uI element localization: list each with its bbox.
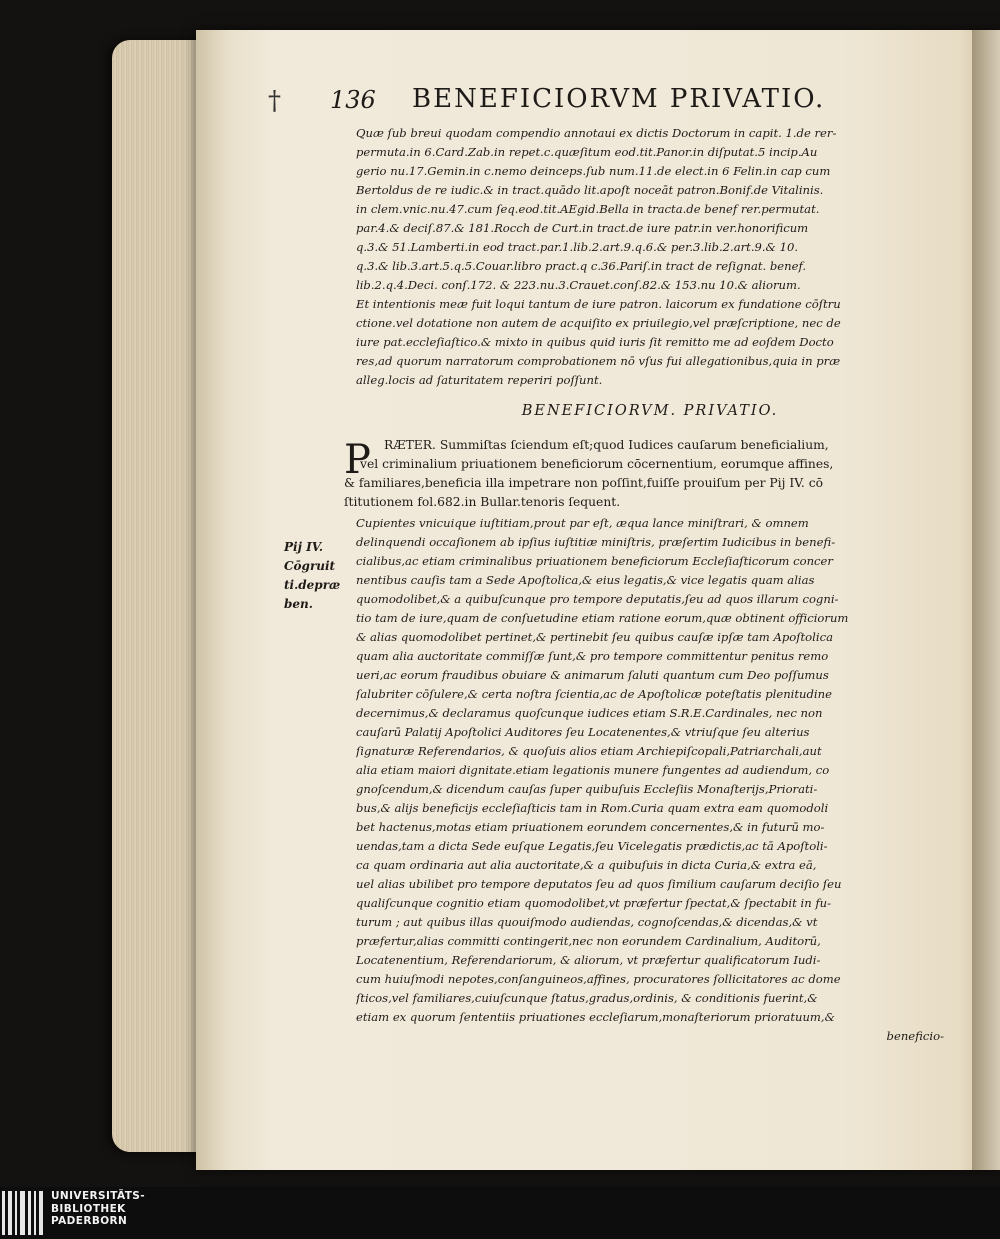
text-line: RÆTER. Summiſtas ſciendum eſt;quod Iudices cauſarum beneficialium, [384, 438, 829, 452]
text-line: lib.2.q.4.Deci. conſ.172. & 223.nu.3.Crauet.conſ.82.& 153.nu 10.& aliorum. [356, 278, 801, 292]
text-line: bet hactenus,motas etiam priuationem eorundem concernentes,& in futurū mo- [356, 820, 825, 834]
text-line: alia etiam maiori dignitate.etiam legationis munere fungentes ad audiendum, co [356, 763, 830, 777]
text-line: & familiares,beneficia illa impetrare non poſſint,fuiſſe prouiſum per Pij IV. cō [344, 476, 824, 490]
text-line: qualiſcunque cognitio etiam quomodolibet,vt præfertur ſpectat,& ſpectabit in fu- [356, 896, 832, 910]
text-line: ſignaturæ Referendarios, & quoſuis alios etiam Archiepiſcopali,Patriarchali,aut [356, 744, 822, 758]
roman-paragraph [344, 436, 944, 512]
section-title: BENEFICIORVM. PRIVATIO. [521, 403, 779, 419]
book-fore-edge [112, 40, 204, 1152]
text-line: ſalubriter cōſulere,& certa noſtra ſcientia,ac de Apoſtolicæ poteſtatis plenitudine [356, 687, 832, 701]
logo-line: PADERBORN [51, 1215, 128, 1227]
text-line: gnoſcendum,& dicendum cauſas ſuper quibuſuis Eccleſiis Monaſterijs,Priorati- [356, 782, 818, 796]
text-line: bus,& alijs beneficijs eccleſiaſticis tam in Rom.Curia quam extra eam quomodoli [356, 801, 829, 815]
text-line: in clem.vnic.nu.47.cum ſeq.eod.tit.AEgid.Bella in tracta.de benef rer.permutat. [356, 202, 820, 216]
page-number: 136 [330, 86, 376, 114]
text-line: decernimus,& declaramus quoſcunque iudices etiam S.R.E.Cardinales, nec non [356, 706, 823, 720]
text-line: præfertur,alias committi contingerit,nec non eorundem Cardinalium, Auditorū, [356, 934, 821, 948]
marginal-note-line: ti.depræ [284, 578, 341, 592]
text-line: ctione.vel dotatione non autem de acquiſito ex priuilegio,vel præſcriptione, nec de [356, 316, 841, 330]
text-line: par.4.& deciſ.87.& 181.Rocch de Curt.in tract.de iure patr.in ver.honorificum [356, 221, 809, 235]
margin-dagger-mark: † [268, 86, 281, 116]
text-line: & alias quomodolibet pertinet,& pertinebit ſeu quibus cauſæ ipſæ tam Apoſtolica [356, 630, 833, 644]
text-line: Quæ ſub breui quodam compendio annotaui ex dictis Doctorum in capit. 1.de rer- [356, 126, 837, 140]
text-line: q.3.& 51.Lamberti.in eod tract.par.1.lib.2.art.9.q.6.& per.3.lib.2.art.9.& 10. [356, 240, 799, 254]
library-barcode-icon [0, 1189, 46, 1237]
text-line: Bertoldus de re iudic.& in tract.quādo lit.apoſt noceāt patron.Bonif.de Vitalinis. [356, 183, 824, 197]
logo-line: BIBLIOTHEK [51, 1202, 126, 1215]
text-line: quomodolibet,& a quibuſcunque pro tempore deputatis,ſeu ad quos illarum cogni- [356, 592, 839, 606]
running-head: BENEFICIORVM PRIVATIO. [412, 84, 826, 114]
page-header [330, 84, 890, 124]
marginal-note-line: Cōgruit [284, 559, 336, 573]
marginal-note [284, 538, 352, 614]
text-line: tio tam de iure,quam de conſuetudine etiam ratione eorum,quæ obtinent officiorum [356, 611, 849, 625]
library-logo-text [51, 1190, 145, 1228]
logo-line: UNIVERSITÄTS- [51, 1190, 146, 1202]
text-line: alleg.locis ad ſaturitatem reperiri poſſunt. [356, 373, 603, 387]
intro-paragraph [356, 124, 944, 390]
marginal-note-line: Pij IV. [284, 540, 324, 554]
text-line: ſticos,vel familiares,cuiuſcunque ſtatus,gradus,ordinis, & conditionis fuerint,& [356, 991, 818, 1005]
text-line: permuta.in 6.Card.Zab.in repet.c.quæſitum eod.tit.Panor.in diſputat.5 incip.Au [356, 145, 818, 159]
text-line: nentibus cauſis tam a Sede Apoſtolica,& eius legatis,& vice legatis quam alias [356, 573, 815, 587]
footer-bar [0, 1187, 1000, 1239]
text-line: ſtitutionem fol.682.in Bullar.tenoris ſequent. [344, 495, 621, 509]
text-line: quam alia auctoritate commiſſæ ſunt,& pro tempore committentur penitus remo [356, 649, 829, 663]
text-line: res,ad quorum narratorum comprobationem nō vſus fui allegationibus,quia in præ [356, 354, 841, 368]
drop-capital: P [344, 437, 371, 483]
text-line: gerio nu.17.Gemin.in c.nemo deinceps.ſub num.11.de elect.in 6 Felin.in cap cum [356, 164, 831, 178]
text-line: cialibus,ac etiam criminalibus priuationem beneficiorum Eccleſiaſticorum concer [356, 554, 833, 568]
bull-text [356, 514, 944, 1046]
text-line: beneficio- [886, 1029, 944, 1043]
text-line: etiam ex quorum ſententiis priuationes eccleſiarum,monaſteriorum prioratuum,& [356, 1010, 835, 1024]
text-line: Cupientes vnicuique iuſtitiam,prout par eſt, æqua lance miniſtrari, & omnem [356, 516, 809, 530]
text-line: turum ; aut quibus illas quouiſmodo audiendas, cognoſcendas,& dicendas,& vt [356, 915, 818, 929]
facing-page-edge [972, 30, 1000, 1170]
text-line: vel criminalium priuationem beneficiorum cōcernentium, eorumque affines, [360, 457, 834, 471]
text-line: uel alias ubilibet pro tempore deputatos ſeu ad quos ſimilium cauſarum deciſio ſeu [356, 877, 842, 891]
text-line: ca quam ordinaria aut alia auctoritate,& a quibuſuis in dicta Curia,& extra eā, [356, 858, 817, 872]
text-line: q.3.& lib.3.art.5.q.5.Couar.libro pract.q c.36.Pariſ.in tract de reſignat. benef. [356, 259, 807, 273]
text-line: cum huiuſmodi nepotes,conſanguineos,affines, procuratores ſollicitatores ac dome [356, 972, 841, 986]
marginal-note-line: ben. [284, 597, 313, 611]
text-line: cauſarū Palatij Apoſtolici Auditores ſeu Locatenentes,& vtriuſque ſeu alterius [356, 725, 810, 739]
text-line: Locatenentium, Referendariorum, & aliorum, vt præfertur qualificatorum Iudi- [356, 953, 821, 967]
text-line: Et intentionis meæ fuit loqui tantum de iure patron. laicorum ex fundatione cōſtru [356, 297, 841, 311]
text-line: uendas,tam a dicta Sede euſque Legatis,ſeu Vicelegatis prædictis,ac tā Apoſtoli- [356, 839, 828, 853]
text-line: delinquendi occaſionem ab ipſius iuſtitiæ miniſtris, præſertim Iudicibus in benefi- [356, 535, 836, 549]
text-line: ueri,ac eorum fraudibus obuiare & animarum ſaluti quantum cum Deo poſſumus [356, 668, 829, 682]
text-line: iure pat.eccleſiaſtico.& mixto in quibus quid iuris ſit remitto me ad eoſdem Docto [356, 335, 834, 349]
